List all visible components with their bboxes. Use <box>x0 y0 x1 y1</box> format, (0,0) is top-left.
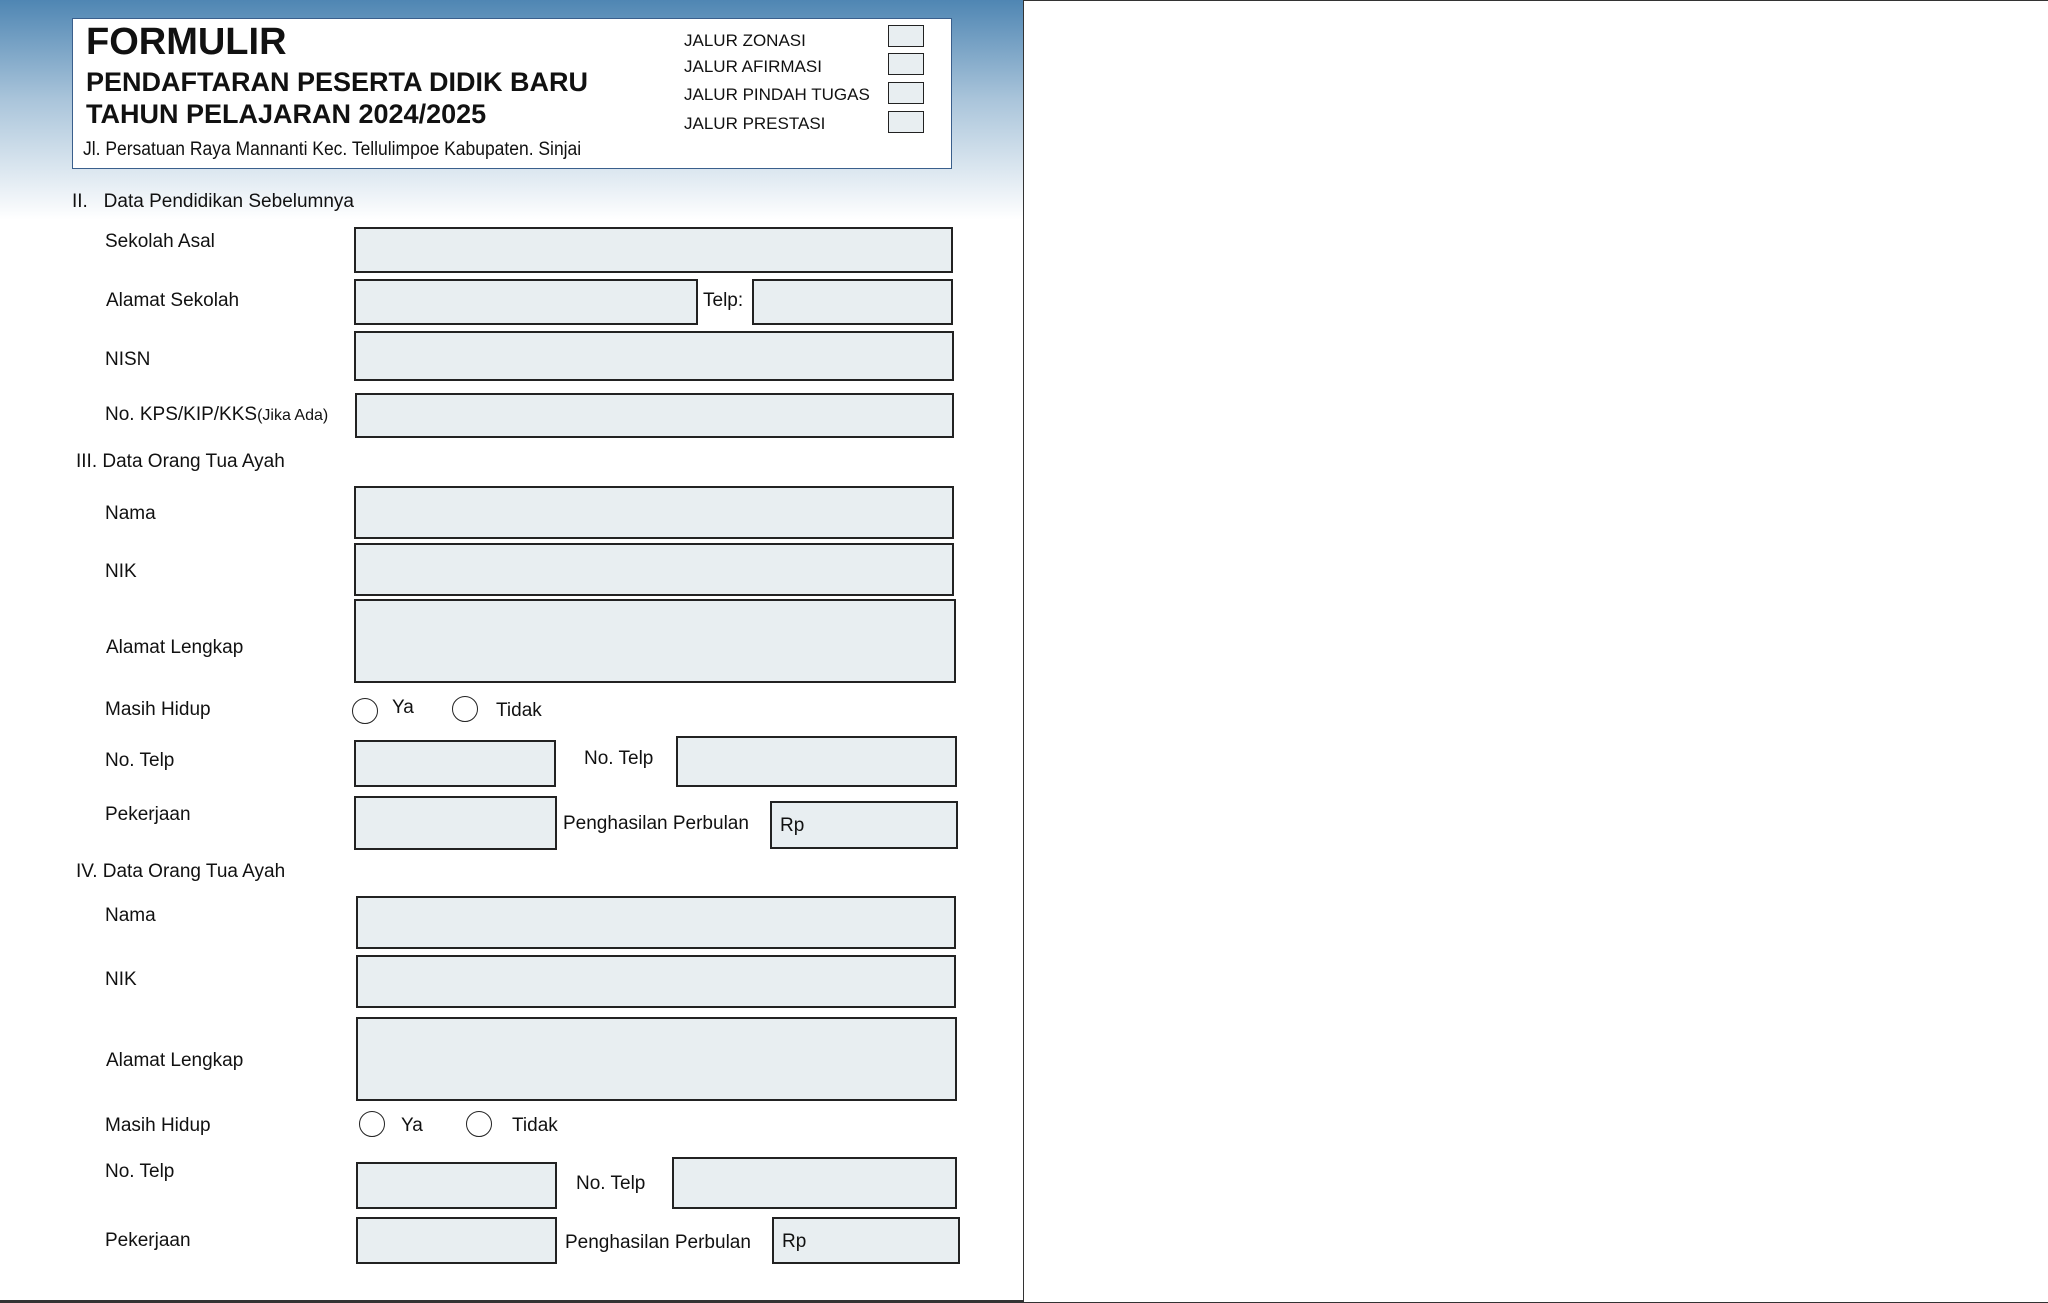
ayah-pekerjaan-label: Pekerjaan <box>105 804 191 825</box>
school-address: Jl. Persatuan Raya Mannanti Kec. Tellulimpoe Kabupaten. Sinjai <box>83 139 582 160</box>
ayah-hidup-ya-label: Ya <box>392 697 414 718</box>
ortu2-hidup-ya-radio[interactable] <box>359 1111 385 1137</box>
form-subtitle-line1: PENDAFTARAN PESERTA DIDIK BARU <box>86 67 589 97</box>
ortu2-telp-label: No. Telp <box>105 1161 175 1182</box>
ayah-rp-prefix: Rp <box>780 815 805 836</box>
ortu2-masih-hidup-label: Masih Hidup <box>105 1115 211 1136</box>
ortu2-telp-field[interactable] <box>356 1162 557 1209</box>
ayah-pekerjaan-field[interactable] <box>354 796 557 850</box>
ayah-penghasilan-label: Penghasilan Perbulan <box>563 813 749 834</box>
telp-sekolah-label: Telp: <box>703 290 744 311</box>
ortu2-pekerjaan-label: Pekerjaan <box>105 1230 191 1251</box>
ayah-alamat-label: Alamat Lengkap <box>106 637 244 658</box>
kps-kip-kks-field[interactable] <box>355 393 954 438</box>
header-box <box>72 18 952 169</box>
jalur-prestasi-label: JALUR PRESTASI <box>684 114 826 133</box>
ayah-telp-label: No. Telp <box>105 750 175 771</box>
alamat-sekolah-field[interactable] <box>354 279 698 325</box>
ortu2-penghasilan-label: Penghasilan Perbulan <box>565 1232 751 1253</box>
ortu2-nik-field[interactable] <box>356 955 956 1008</box>
ortu2-nama-field[interactable] <box>356 896 956 949</box>
ayah-nik-field[interactable] <box>354 543 954 596</box>
telp-sekolah-field[interactable] <box>752 279 953 325</box>
ortu2-telp2-label: No. Telp <box>576 1173 646 1194</box>
ayah-nama-field[interactable] <box>354 486 954 539</box>
sekolah-asal-label: Sekolah Asal <box>105 231 215 252</box>
ortu2-hidup-tidak-label: Tidak <box>512 1115 558 1136</box>
ayah-hidup-tidak-label: Tidak <box>496 700 542 721</box>
section-ii-heading: II. Data Pendidikan Sebelumnya <box>72 191 355 212</box>
nisn-field[interactable] <box>354 331 954 381</box>
ayah-alamat-field[interactable] <box>354 599 956 683</box>
sekolah-asal-field[interactable] <box>354 227 953 273</box>
kps-optional-note: (Jika Ada) <box>257 407 329 424</box>
ayah-penghasilan-field[interactable] <box>770 801 958 849</box>
nisn-label: NISN <box>105 349 151 370</box>
ortu2-alamat-label: Alamat Lengkap <box>106 1050 244 1071</box>
form-title: FORMULIR <box>86 21 287 63</box>
ortu2-hidup-ya-label: Ya <box>401 1115 423 1136</box>
ortu2-hidup-tidak-radio[interactable] <box>466 1111 492 1137</box>
jalur-afirmasi-label: JALUR AFIRMASI <box>684 57 822 76</box>
ayah-nik-label: NIK <box>105 561 137 582</box>
ortu2-alamat-field[interactable] <box>356 1017 957 1101</box>
blank-right-page <box>1024 0 2048 1303</box>
ortu2-nama-label: Nama <box>105 905 156 926</box>
jalur-zonasi-label: JALUR ZONASI <box>684 31 806 50</box>
section-iii-heading: III. Data Orang Tua Ayah <box>76 451 285 472</box>
ortu2-pekerjaan-field[interactable] <box>356 1217 557 1264</box>
jalur-pindah-tugas-label: JALUR PINDAH TUGAS <box>684 85 870 104</box>
ayah-hidup-ya-radio[interactable] <box>352 698 378 724</box>
ortu2-penghasilan-field[interactable] <box>772 1217 960 1264</box>
jalur-zonasi-checkbox[interactable] <box>888 25 924 47</box>
ayah-telp-field[interactable] <box>354 740 556 787</box>
kps-kip-kks-label <box>105 404 328 426</box>
alamat-sekolah-label: Alamat Sekolah <box>106 290 240 311</box>
ayah-hidup-tidak-radio[interactable] <box>452 696 478 722</box>
jalur-pindah-tugas-checkbox[interactable] <box>888 82 924 104</box>
ortu2-rp-prefix: Rp <box>782 1231 807 1252</box>
ortu2-nik-label: NIK <box>105 969 137 990</box>
form-subtitle-line2: TAHUN PELAJARAN 2024/2025 <box>86 99 487 129</box>
ayah-masih-hidup-label: Masih Hidup <box>105 699 211 720</box>
ayah-telp2-label: No. Telp <box>584 748 654 769</box>
kps-kip-kks-text: No. KPS/KIP/KKS <box>105 404 258 425</box>
jalur-afirmasi-checkbox[interactable] <box>888 53 924 75</box>
section-iv-heading: IV. Data Orang Tua Ayah <box>76 861 286 882</box>
ortu2-telp2-field[interactable] <box>672 1157 957 1209</box>
jalur-prestasi-checkbox[interactable] <box>888 111 924 133</box>
ayah-nama-label: Nama <box>105 503 156 524</box>
ayah-telp2-field[interactable] <box>676 736 957 787</box>
